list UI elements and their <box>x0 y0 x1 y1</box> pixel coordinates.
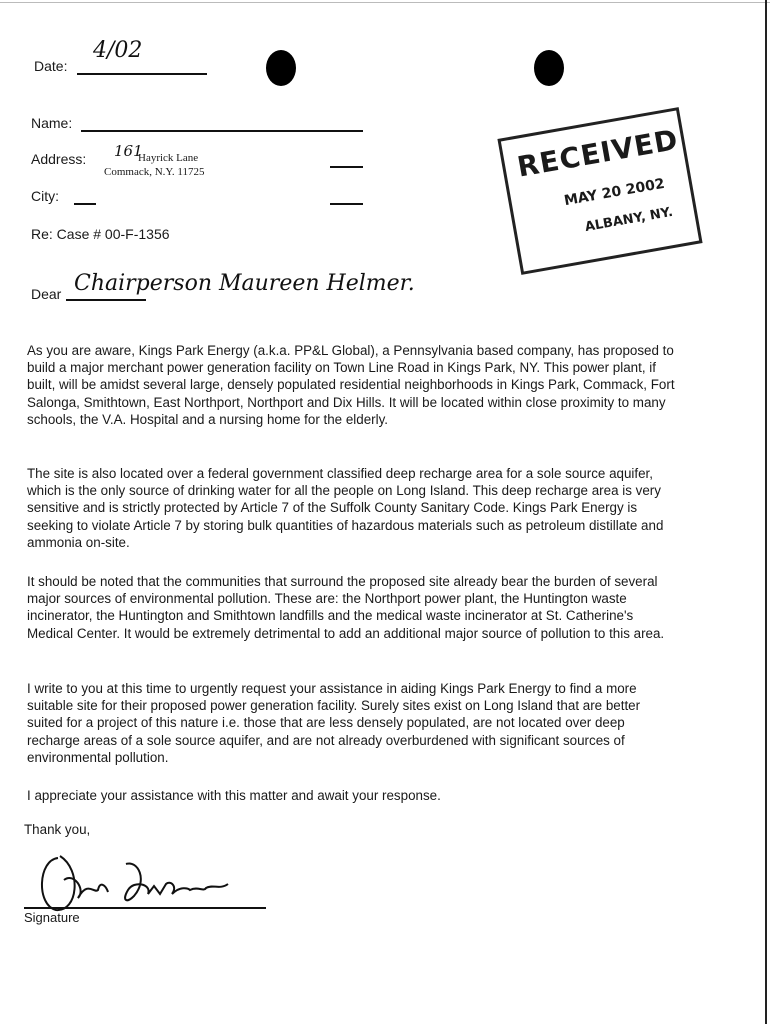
salutation-name: Chairperson Maureen Helmer. <box>74 271 415 296</box>
city-line-end <box>330 203 363 205</box>
city-line <box>74 203 96 205</box>
page-top-edge <box>0 2 770 3</box>
case-reference: Re: Case # 00-F-1356 <box>31 226 170 242</box>
punch-hole-right <box>534 50 564 86</box>
salutation-line <box>66 299 146 301</box>
address-line-end <box>330 166 363 168</box>
city-label: City: <box>31 188 59 204</box>
stamp-title: RECEIVED <box>514 122 681 184</box>
received-stamp <box>497 107 702 275</box>
date-value: 4/02 <box>93 38 143 63</box>
body-paragraph-1: As you are aware, Kings Park Energy (a.k.a. PP&L Global), a Pennsylvania based company, has proposed to build a major merchant power generation facility on Town Line Road in Kings Park, NY. This power plant, if built, will be amidst several large, densely populated residential neighborhoods in Kings Park, Commack, Fort Salonga, Smithtown, East Northport, Northport and Dix Hills. It will be located within close proximity to many schools, the V.A. Hospital and a nursing home for the elderly. <box>27 343 675 427</box>
date-line <box>77 73 207 75</box>
address-label: Address: <box>31 151 87 167</box>
signature-line <box>24 907 266 909</box>
stamp-date: MAY 20 2002 <box>562 175 666 210</box>
stamp-location: ALBANY, NY. <box>583 204 675 236</box>
address-street: Hayrick Lane <box>138 152 199 164</box>
body-paragraph-5: I appreciate your assistance with this matter and await your response. <box>27 788 441 803</box>
body-paragraph-4: I write to you at this time to urgently request your assistance in aiding Kings Park Energy to find a more suitable site for their proposed power generation facility. Surely sites exist on Long Island that are better suited for a project of this nature i.e. those that are less densely populated, are not located over deep recharge areas of a sole source aquifer, and are not already overburdened with significant sources of environmental pollution. <box>27 681 641 765</box>
name-label: Name: <box>31 115 73 131</box>
date-label: Date: <box>34 58 68 74</box>
signature-label: Signature <box>24 910 80 925</box>
body-paragraph-3: It should be noted that the communities that surround the proposed site already bear the burden of several major sources of environmental pollution. These are: the Northport power plant, the Huntington waste incinerator, the Huntington and Smithtown landfills and the medical waste incinerator at St. Catherine's Medical Center. It would be extremely detrimental to add an additional major source of pollution to this area. <box>27 574 665 641</box>
salutation-label: Dear <box>31 286 62 302</box>
body-paragraph-2: The site is also located over a federal government classified deep recharge area for a sole source aquifer, which is the only source of drinking water for all the people on Long Island. This deep recharge area is very sensitive and is strictly protected by Article 7 of the Suffolk County Sanitary Code. Kings Park Energy is seeking to violate Article 7 by storing bulk quantities of hazardous materials such as petroleum distillate and ammonia on-site. <box>27 466 664 550</box>
name-line <box>81 130 363 132</box>
punch-hole-left <box>266 50 296 86</box>
closing-thanks: Thank you, <box>24 822 91 837</box>
address-number: 161 <box>114 142 143 160</box>
page-right-edge <box>765 0 767 1024</box>
address-city-line: Commack, N.Y. 11725 <box>104 166 205 178</box>
